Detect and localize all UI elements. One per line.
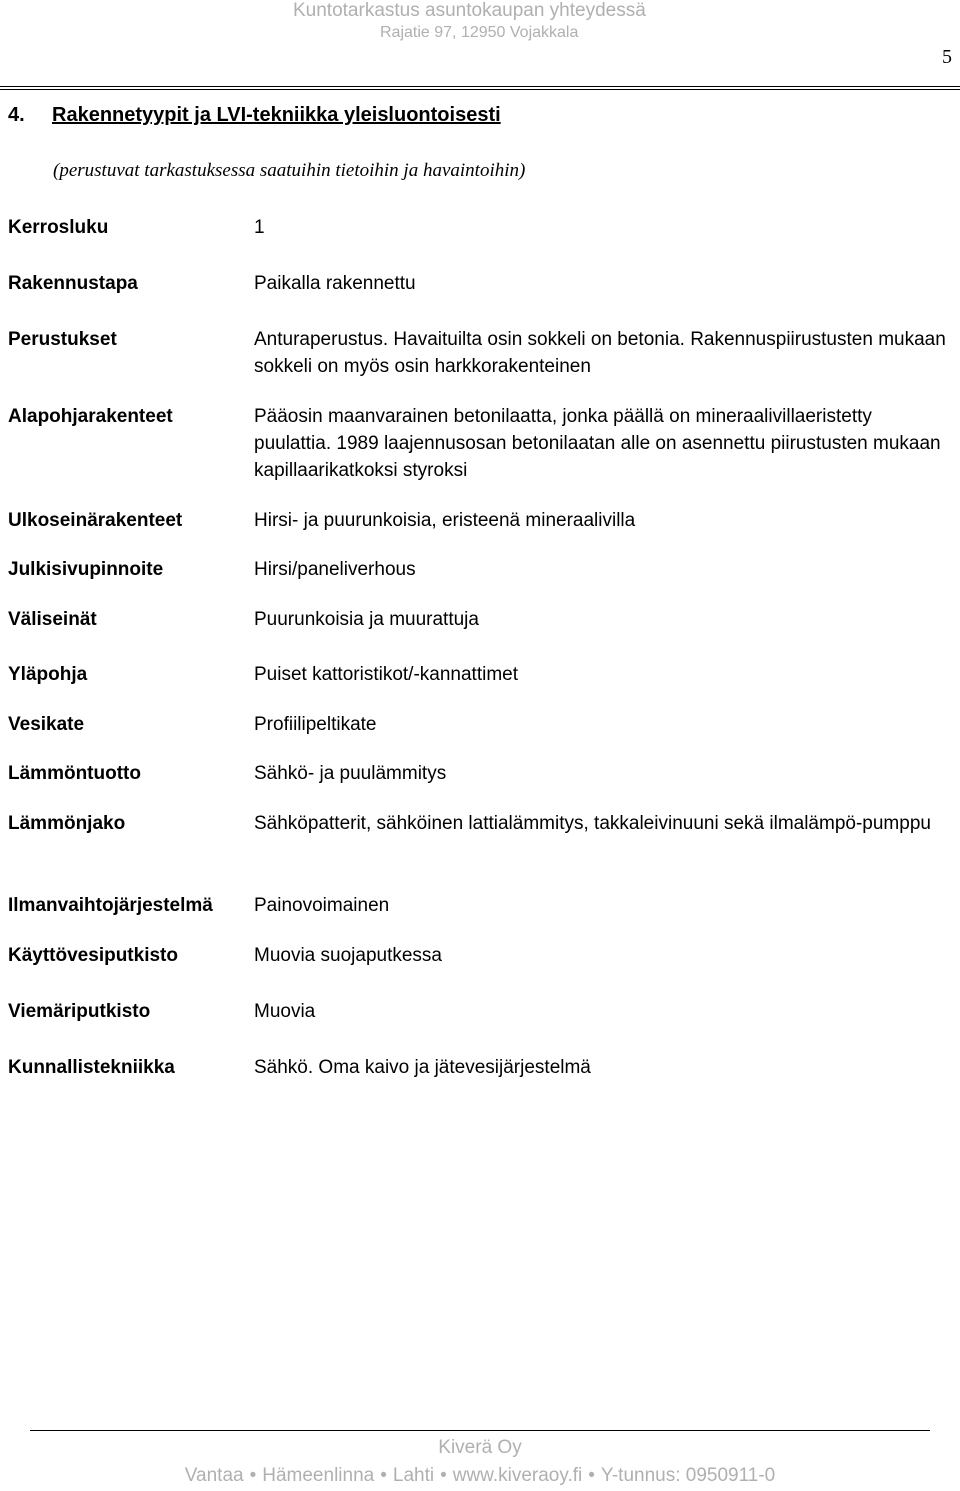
footer-company: Kiverä Oy bbox=[438, 1437, 522, 1458]
row-value: Puurunkoisia ja muurattuja bbox=[254, 609, 479, 630]
row-label: Väliseinät bbox=[8, 609, 97, 630]
row-label: Rakennustapa bbox=[8, 273, 138, 294]
header-address: Rajatie 97, 12950 Vojakkala bbox=[380, 24, 579, 41]
footer-item: Vantaa bbox=[184, 1465, 244, 1486]
header-divider bbox=[0, 86, 960, 90]
section-title: Rakennetyypit ja LVI-tekniikka yleisluontoisesti bbox=[52, 104, 501, 126]
bullet-icon: • bbox=[440, 1465, 447, 1486]
row-value: Muovia suojaputkessa bbox=[254, 945, 442, 966]
row-label: Yläpohja bbox=[8, 664, 88, 685]
row-value: Pääosin maanvarainen betonilaatta, jonka päällä on mineraalivillaeristetty puulattia. 1989 laajennusosan betonilaatan alle on asennettu piirustusten mukaan kapillaarikatkoksi styroksi bbox=[254, 406, 941, 481]
section-number: 4. bbox=[8, 104, 25, 126]
header-title: Kuntotarkastus asuntokaupan yhteydessä bbox=[293, 0, 646, 21]
row-label: Ilmanvaihtojärjestelmä bbox=[8, 895, 213, 916]
bullet-icon: • bbox=[588, 1465, 595, 1486]
bullet-icon: • bbox=[249, 1465, 257, 1486]
footer-contact-line bbox=[0, 1465, 960, 1487]
row-value: Hirsi/paneliverhous bbox=[254, 559, 416, 580]
row-label: Lämmönjako bbox=[8, 813, 126, 834]
row-label: Kunnallistekniikka bbox=[8, 1057, 175, 1078]
footer-item: Lahti bbox=[392, 1465, 435, 1486]
row-value: Anturaperustus. Havaituilta osin sokkeli on betonia. Rakennuspiirustusten mukaan sokkeli on myös osin harkkorakenteinen bbox=[254, 329, 946, 377]
page-number: 5 bbox=[942, 46, 952, 68]
row-value: Sähkö- ja puulämmitys bbox=[254, 763, 447, 784]
row-label: Viemäriputkisto bbox=[8, 1001, 151, 1022]
bullet-icon: • bbox=[380, 1465, 387, 1486]
row-label: Lämmöntuotto bbox=[8, 763, 141, 784]
row-value: Hirsi- ja puurunkoisia, eristeenä mineraalivilla bbox=[254, 510, 636, 531]
row-label: Ulkoseinärakenteet bbox=[8, 510, 183, 531]
row-value: 1 bbox=[254, 217, 265, 238]
row-value: Paikalla rakennettu bbox=[254, 273, 416, 294]
row-value: Muovia bbox=[254, 1001, 316, 1022]
row-label: Käyttövesiputkisto bbox=[8, 945, 178, 966]
row-value: Profiilipeltikate bbox=[254, 714, 377, 735]
footer-divider bbox=[30, 1430, 930, 1431]
row-label: Kerrosluku bbox=[8, 217, 109, 238]
row-value: Sähkö. Oma kaivo ja jätevesijärjestelmä bbox=[254, 1057, 591, 1078]
row-label: Perustukset bbox=[8, 329, 117, 350]
row-label: Alapohjarakenteet bbox=[8, 406, 173, 427]
footer-item: Y-tunnus: 0950911-0 bbox=[600, 1465, 776, 1486]
row-value: Puiset kattoristikot/-kannattimet bbox=[254, 664, 518, 685]
footer-website-link[interactable]: www.kiveraoy.fi bbox=[452, 1465, 583, 1486]
row-value: Painovoimainen bbox=[254, 895, 390, 916]
row-value: Sähköpatterit, sähköinen lattialämmitys, takkaleivinuuni sekä ilmalämpö-pumppu bbox=[254, 813, 931, 834]
row-label: Julkisivupinnoite bbox=[8, 559, 164, 580]
section-subtitle: (perustuvat tarkastuksessa saatuihin tietoihin ja havaintoihin) bbox=[53, 160, 526, 181]
footer-item: Hämeenlinna bbox=[262, 1465, 375, 1486]
row-label: Vesikate bbox=[8, 714, 85, 735]
